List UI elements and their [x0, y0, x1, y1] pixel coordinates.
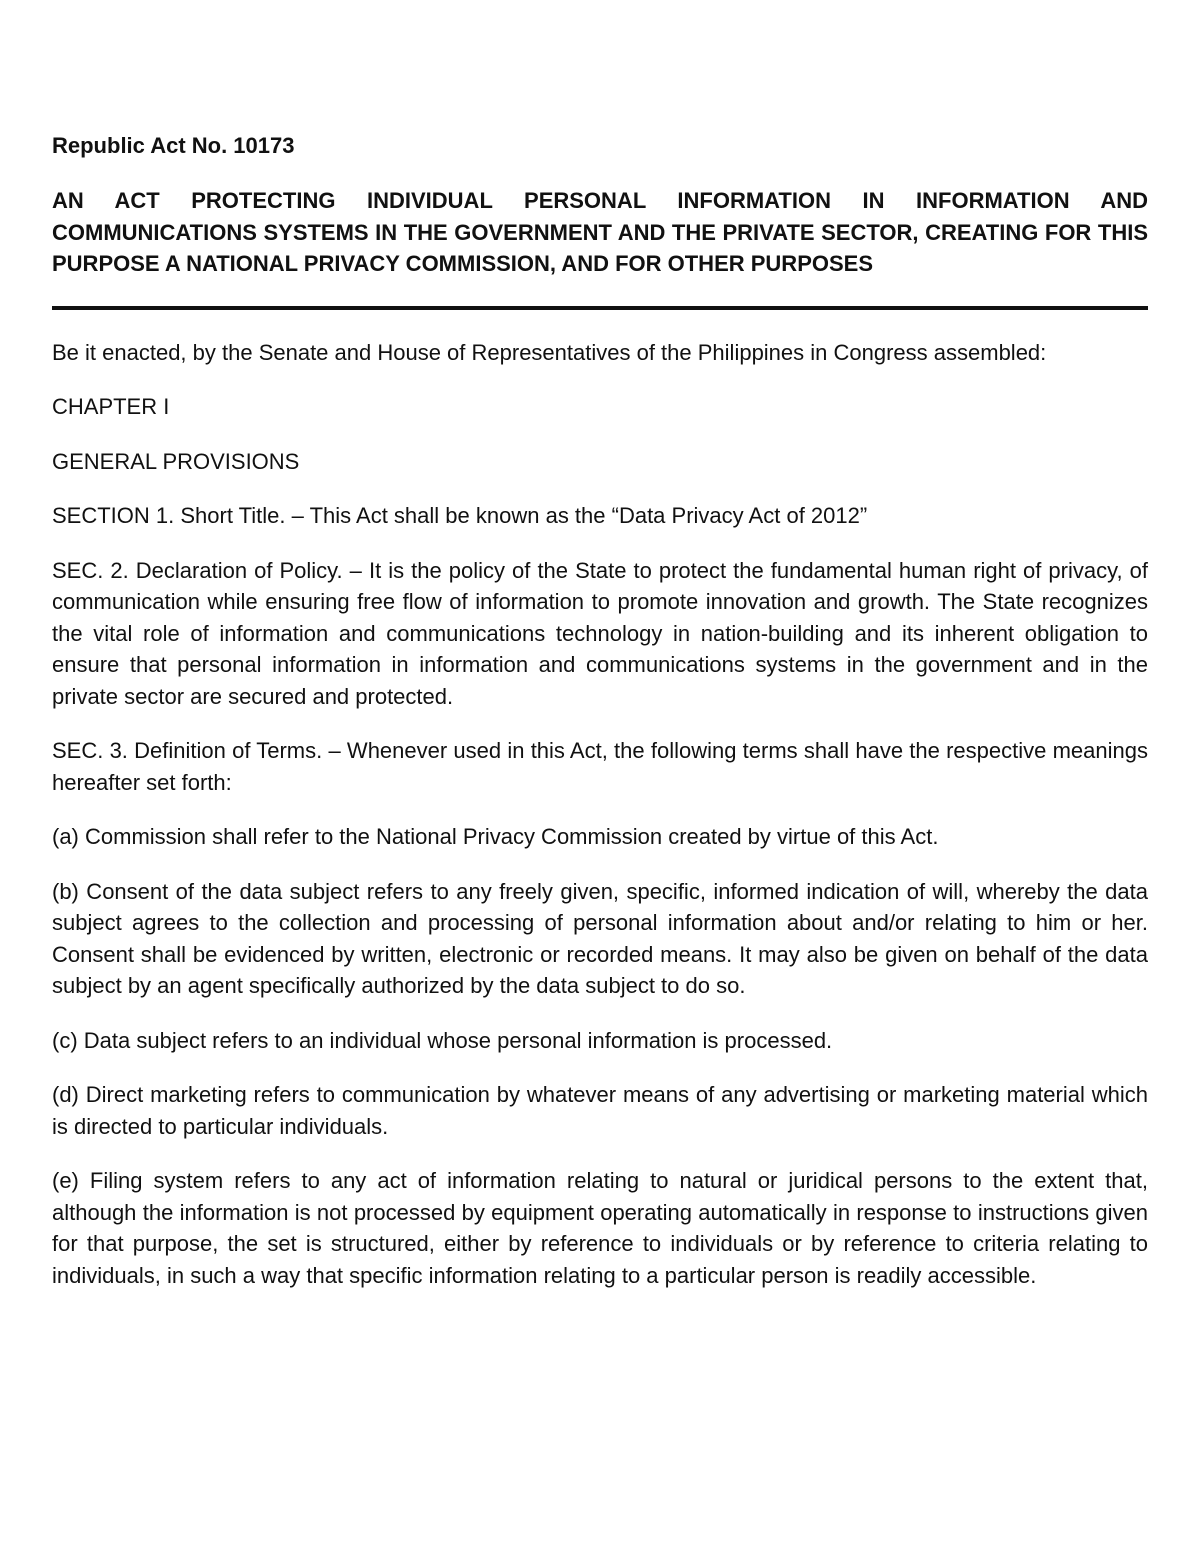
document-body [52, 337, 1148, 1292]
act-title: AN ACT PROTECTING INDIVIDUAL PERSONAL INFORMATION IN INFORMATION AND COMMUNICATIONS SYSTEMS IN THE GOVERNMENT AND THE PRIVATE SECTOR, CREATING FOR THIS PURPOSE A NATIONAL PRIVACY COMMISSION, AND FOR OTHER PURPOSES [52, 188, 1148, 276]
chapter-title: GENERAL PROVISIONS [52, 448, 300, 474]
section-1: SECTION 1. Short Title. – This Act shall be known as the “Data Privacy Act of 2012” [52, 503, 868, 528]
definition-b: (b) Consent of the data subject refers to any freely given, specific, informed indication of will, whereby the data subject agrees to the collection and processing of personal information about and/or relating to him or her. Consent shall be evidenced by written, electronic or recorded means. It may also be given on behalf of the data subject by an agent specifically authorized by the data subject to do so. [52, 878, 1148, 998]
act-number: Republic Act No. 10173 [52, 133, 295, 158]
document-page [52, 131, 1148, 1314]
section-2: SEC. 2. Declaration of Policy. – It is the policy of the State to protect the fundamental human right of privacy, of communication while ensuring free flow of information to promote innovation and growth. The State recognizes the vital role of information and communications technology in nation-building and its inherent obligation to ensure that personal information in information and communications systems in the government and in the private sector are secured and protected. [52, 557, 1148, 709]
definition-e: (e) Filing system refers to any act of information relating to natural or juridical persons to the extent that, although the information is not processed by equipment operating automatically in response to instructions given for that purpose, the set is structured, either by reference to individuals or by reference to criteria relating to individuals, in such a way that specific information relating to a particular person is readily accessible. [52, 1168, 1148, 1288]
chapter-heading: CHAPTER I [52, 394, 170, 419]
definition-c: (c) Data subject refers to an individual whose personal information is processed. [52, 1027, 833, 1053]
section-3: SEC. 3. Definition of Terms. – Whenever used in this Act, the following terms shall have the respective meanings hereafter set forth: [52, 738, 1148, 795]
definition-d: (d) Direct marketing refers to communication by whatever means of any advertising or marketing material which is directed to particular individuals. [52, 1082, 1148, 1139]
title-divider [52, 306, 1148, 310]
definition-a: (a) Commission shall refer to the National Privacy Commission created by virtue of this Act. [52, 824, 939, 849]
enacting-clause: Be it enacted, by the Senate and House of Representatives of the Philippines in Congress assembled: [52, 339, 1047, 365]
